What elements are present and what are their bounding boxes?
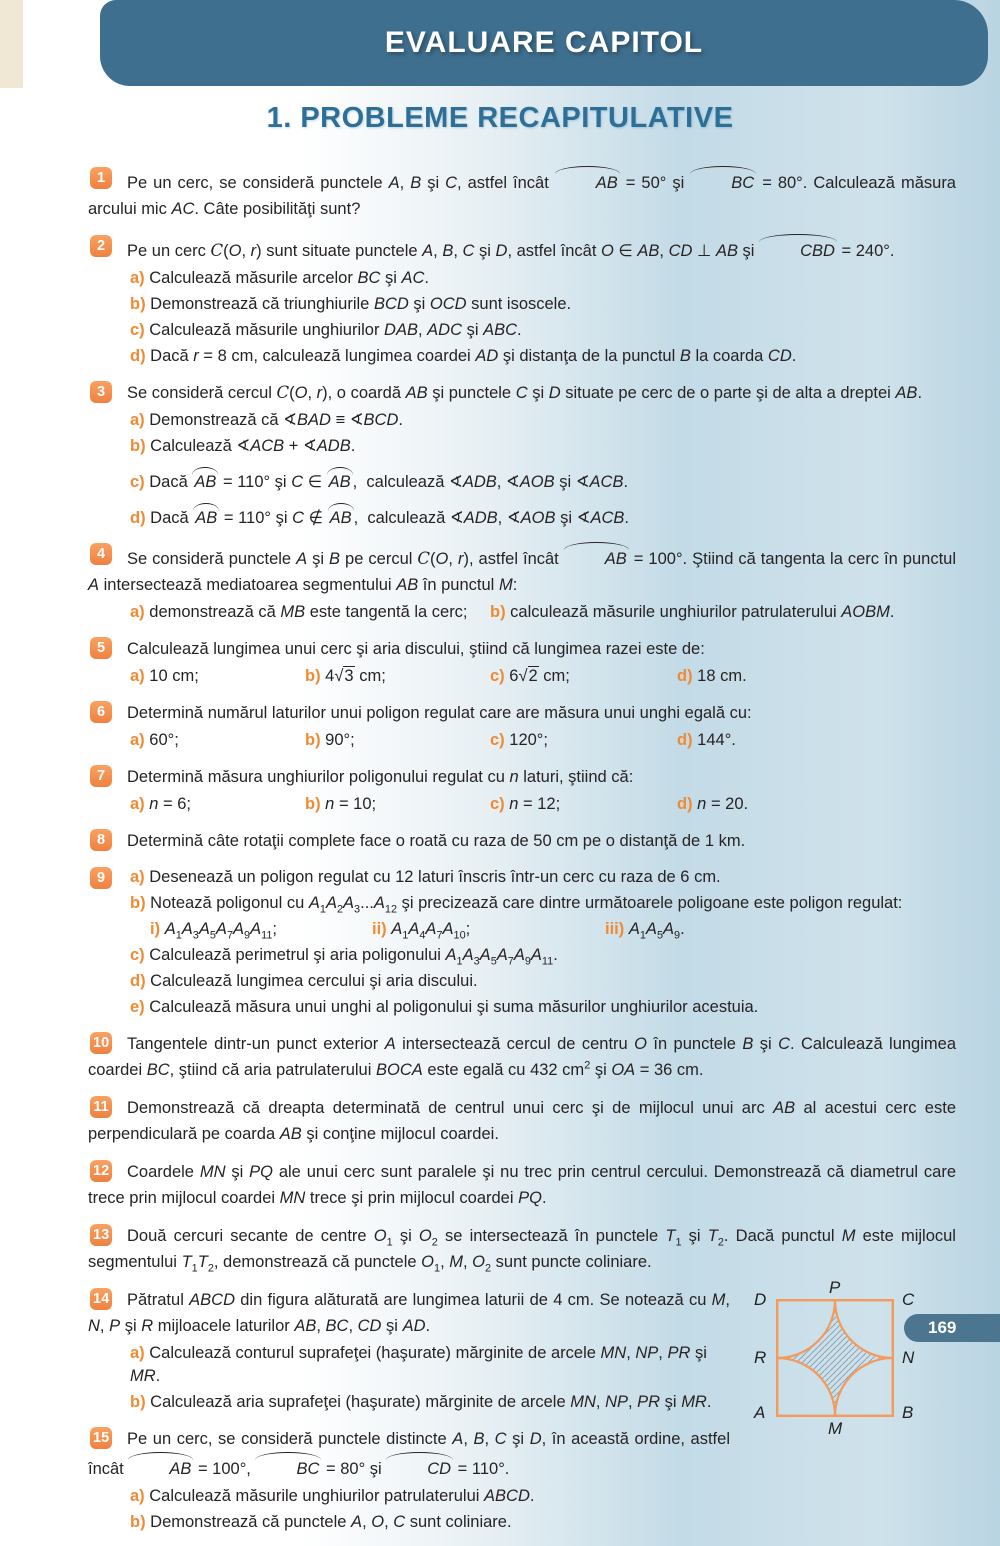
option-text: 144°. xyxy=(697,731,736,749)
option-text: 90°; xyxy=(325,731,355,749)
sub-item-text: Calculează conturul suprafeţei (haşurate) mărginite de arcele MN, NP, PR şi MR. xyxy=(130,1344,707,1385)
sub-item-label: e) xyxy=(130,998,145,1016)
sub-item xyxy=(130,944,956,967)
problem-number-badge: 6 xyxy=(90,701,112,723)
option-label: d) xyxy=(677,731,693,749)
sub-item-text: Calculează lungimea cercului şi aria discului. xyxy=(150,972,478,990)
problem-text: Pătratul ABCD din figura alăturată are lungimea laturii de 4 cm. Se notează cu M, N, P şi R mijloacele laturilor AB, BC, CD şi AD. xyxy=(88,1291,730,1335)
sub-item-text: Calculează perimetrul şi aria poligonului $A_1A_3A_5A_7A_9A_{11}$. xyxy=(149,946,558,968)
sub-item-label: a) xyxy=(130,1344,145,1362)
problem-text: Pe un cerc, se consideră punctele A, B şi C, astfel încât AB = 50° şi BC = 80°. Calculează măsura arcului mic AC. Câte posibilităţi sunt? xyxy=(88,166,956,222)
sub-item-label: b) xyxy=(130,894,146,912)
option-text: 6√2 cm; xyxy=(509,667,570,685)
sub-item-label: d) xyxy=(130,509,146,527)
option-text: n = 12; xyxy=(509,795,561,813)
problem-1 xyxy=(88,166,956,222)
sub-item-text: Demonstrează că punctele A, O, C sunt coliniare. xyxy=(150,1513,512,1531)
sub-item-label: b) xyxy=(130,1513,146,1531)
problem-number-badge: 1 xyxy=(90,167,112,189)
sub-item-text: Demonstrează că triunghiurile BCD şi OCD sunt isoscele. xyxy=(150,295,572,313)
sub-item xyxy=(130,866,956,889)
problem-6 xyxy=(88,700,956,752)
problem-number-badge: 12 xyxy=(90,1160,112,1182)
problem-text: Determină câte rotaţii complete face o roată cu raza de 50 cm pe o distanţă de 1 km. xyxy=(127,832,746,850)
problem-text: Pe un cerc C(O, r) sunt situate punctele A, B, C şi D, astfel încât O ∈ AB, CD ⊥ AB şi CBD = 240°. xyxy=(88,234,956,264)
option-row xyxy=(130,729,956,752)
problem-number-badge: 7 xyxy=(90,765,112,787)
option-text: 10 cm; xyxy=(149,667,199,685)
sub-item-text: Calculează măsura unui unghi al poligonului şi suma măsurilor unghiurilor acestuia. xyxy=(149,998,759,1016)
sub-item xyxy=(130,467,956,494)
option-row xyxy=(130,601,956,624)
option-label: a) xyxy=(130,667,145,685)
sub-item-text: Calculează aria suprafeţei (haşurate) mărginite de arcele MN, NP, PR şi MR. xyxy=(150,1393,712,1411)
problem-text: Se consideră cercul C(O, r), o coardă AB şi punctele C şi D situate pe cerc de o parte şi de alta a dreptei AB. xyxy=(127,383,923,402)
problem-text: Pe un cerc, se consideră punctele distincte A, B, C şi D, în această ordine, astfel încât AB = 100°, BC = 80° şi CD = 110°. xyxy=(88,1426,956,1482)
figure-label-B: B xyxy=(902,1403,914,1422)
problem-text: Calculează lungimea unui cerc şi aria discului, ştiind că lungimea razei este de: xyxy=(127,640,705,658)
sub-item-label: a) xyxy=(130,1487,145,1505)
option-text: demonstrează că MB este tangentă la cerc; xyxy=(149,603,468,621)
sub-item-label: b) xyxy=(130,1393,146,1411)
problem-number-badge: 13 xyxy=(90,1224,112,1246)
problem-text: Coardele MN şi PQ ale unui cerc sunt paralele şi nu trec prin centrul cercului. Demonstrează că diametrul care trece prin mijlocul coardei MN trece şi prin mijlocul coardei PQ. xyxy=(88,1163,956,1207)
problem-number-badge: 8 xyxy=(90,829,112,851)
sub-item xyxy=(130,409,956,432)
problem-11 xyxy=(88,1095,956,1147)
option xyxy=(130,793,305,816)
option-label: i) xyxy=(150,920,161,938)
page-number: 169 xyxy=(928,1318,957,1337)
sub-item-text: Dacă AB = 110° şi C ∉ AB , calculează ∢ADB, ∢AOB şi ∢ACB. xyxy=(150,509,629,527)
sub-item xyxy=(130,1485,956,1508)
problem-number-badge: 14 xyxy=(90,1288,112,1310)
sub-item xyxy=(130,996,956,1019)
problem-number-badge: 9 xyxy=(90,867,112,889)
option xyxy=(372,918,605,941)
sub-item-text: Demonstrează că ∢BAD ≡ ∢BCD. xyxy=(149,411,403,429)
option-label: c) xyxy=(490,795,505,813)
problem-8 xyxy=(88,828,956,854)
option xyxy=(677,729,736,752)
sub-item-label: c) xyxy=(130,321,145,339)
problem-2 xyxy=(88,234,956,368)
option xyxy=(490,793,677,816)
figure-label-M: M xyxy=(828,1419,843,1438)
problem-text: Demonstrează că dreapta determinată de centrul unui cerc şi de mijlocul unui arc AB al acestui cerc este perpendiculară pe coarda AB şi conţine mijlocul coardei. xyxy=(88,1099,956,1143)
sub-item xyxy=(130,345,956,368)
option xyxy=(677,793,748,816)
problem-3 xyxy=(88,380,956,530)
chapter-banner xyxy=(100,0,988,86)
sub-item-label: d) xyxy=(130,347,146,365)
option-label: iii) xyxy=(605,920,625,938)
option-row xyxy=(130,793,956,816)
problem-12 xyxy=(88,1159,956,1211)
option xyxy=(490,665,677,688)
option xyxy=(605,918,685,941)
option xyxy=(130,729,305,752)
sub-item-label: a) xyxy=(130,868,145,886)
cream-stripe xyxy=(0,0,23,88)
problem-number-badge: 5 xyxy=(90,637,112,659)
problem-number-badge: 11 xyxy=(90,1096,112,1118)
problem-number-badge: 4 xyxy=(90,543,112,565)
problem-number-badge: 3 xyxy=(90,381,112,403)
option xyxy=(130,601,490,624)
option-label: d) xyxy=(677,795,693,813)
problem-number-badge: 10 xyxy=(90,1032,112,1054)
option-text: calculează măsurile unghiurilor patrulaterului AOBM. xyxy=(510,603,895,621)
sub-item-label: a) xyxy=(130,269,145,287)
problem-number-badge: 2 xyxy=(90,235,112,257)
sub-item-label: d) xyxy=(130,972,146,990)
option-label: ii) xyxy=(372,920,387,938)
sub-item-label: a) xyxy=(130,411,145,429)
option-label: c) xyxy=(490,667,505,685)
sub-item-label: c) xyxy=(130,473,145,491)
option-text: $A_1A_3A_5A_7A_9A_{11}$; xyxy=(164,920,277,942)
sub-item xyxy=(130,892,956,915)
problem-4 xyxy=(88,542,956,624)
figure-label-A: A xyxy=(754,1403,766,1422)
problem-number-badge: 15 xyxy=(90,1427,112,1449)
sub-item xyxy=(130,267,956,290)
sub-item-text: Calculează ∢ACB + ∢ADB. xyxy=(150,437,356,455)
option-text: $A_1A_4A_7A_{10}$; xyxy=(391,920,471,942)
option-row xyxy=(150,918,956,941)
sub-item xyxy=(130,435,956,458)
sub-item-label: b) xyxy=(130,437,146,455)
option-text: 60°; xyxy=(149,731,179,749)
option-text: n = 6; xyxy=(149,795,192,813)
option xyxy=(677,665,747,688)
option xyxy=(305,729,490,752)
square-astroid-figure xyxy=(746,1278,926,1443)
figure-label-R: R xyxy=(754,1348,767,1367)
page-number-badge xyxy=(904,1314,1000,1342)
option-label: b) xyxy=(305,667,321,685)
problem-9 xyxy=(88,866,956,1019)
sub-item-label: b) xyxy=(130,295,146,313)
chapter-banner-title: EVALUARE CAPITOL xyxy=(384,26,704,59)
page-title: 1. PROBLEME RECAPITULATIVE xyxy=(266,102,734,134)
problem-7 xyxy=(88,764,956,816)
option xyxy=(305,665,490,688)
problem-15 xyxy=(88,1426,956,1534)
sub-item-text: Desenează un poligon regulat cu 12 laturi înscris într-un cerc cu raza de 6 cm. xyxy=(149,868,721,886)
problem-10 xyxy=(88,1031,956,1083)
option-label: b) xyxy=(305,795,321,813)
sub-item xyxy=(130,1511,956,1534)
problem-13 xyxy=(88,1223,956,1275)
problem-text: Se consideră punctele A şi B pe cercul C(O, r), astfel încât AB = 100°. Ştiind că tangenta la cerc în punctul A intersectează mediatoarea segmentului AB în punctul M: xyxy=(88,542,956,598)
option-label: c) xyxy=(490,731,505,749)
option-text: $A_1A_5A_9$. xyxy=(628,920,685,942)
sub-item-text: Notează poligonul cu $A_1A_2A_3...A_{12}$ şi precizează care dintre următoarele poligoane este poligon regulat: xyxy=(150,894,903,916)
sub-item xyxy=(130,503,956,530)
option-text: 18 cm. xyxy=(697,667,747,685)
problem-text: Determină numărul laturilor unui poligon regulat care are măsura unui unghi egală cu: xyxy=(127,704,752,722)
option-label: b) xyxy=(305,731,321,749)
hatched-astroid-region xyxy=(777,1300,893,1416)
option xyxy=(130,665,305,688)
option-text: 4√3 cm; xyxy=(325,667,386,685)
sub-item-text: Calculează măsurile unghiurilor DAB, ADC şi ABC. xyxy=(149,321,522,339)
problem-text: Tangentele dintr-un punct exterior A intersectează cercul de centru O în punctele B şi C. Calculează lungimea coardei BC, ştiind că aria patrulaterului BOCA este egală cu 432 $cm^2$ şi OA = 36 cm. xyxy=(88,1035,957,1079)
option xyxy=(305,793,490,816)
sub-item-text: Calculează măsurile arcelor BC şi AC. xyxy=(149,269,429,287)
sub-item xyxy=(130,319,956,342)
sub-item xyxy=(130,970,956,993)
figure-label-N: N xyxy=(902,1348,915,1367)
option-text: n = 20. xyxy=(697,795,749,813)
option-text: 120°; xyxy=(509,731,548,749)
figure-label-C: C xyxy=(902,1290,915,1309)
option xyxy=(490,601,894,624)
sub-item xyxy=(130,293,956,316)
option-label: b) xyxy=(490,603,506,621)
option-label: d) xyxy=(677,667,693,685)
sub-item-text: Dacă AB = 110° şi C ∈ AB , calculează ∢ADB, ∢AOB şi ∢ACB. xyxy=(149,473,628,491)
option-label: a) xyxy=(130,731,145,749)
option-label: a) xyxy=(130,603,145,621)
option-label: a) xyxy=(130,795,145,813)
sub-item-text: Dacă r = 8 cm, calculează lungimea coardei AD şi distanţa de la punctul B la coarda CD. xyxy=(150,347,797,365)
problems-list xyxy=(88,166,956,1546)
sub-item-text: Calculează măsurile unghiurilor patrulaterului ABCD. xyxy=(149,1487,535,1505)
problem-text: Două cercuri secante de centre $O_1$ şi $O_2$ se intersectează în punctele $T_1$ şi $T_2$. Dacă punctul M este mijlocul segmentului $T_1T_2$, demonstrează că punctele $O_1$, M, $O_2$ sunt puncte coliniare. xyxy=(88,1227,956,1275)
problem-text: Determină măsura unghiurilor poligonului regulat cu n laturi, ştiind că: xyxy=(127,768,634,786)
figure-label-D: D xyxy=(754,1290,767,1309)
option xyxy=(490,729,677,752)
square-astroid-drawing xyxy=(776,1299,894,1417)
option-text: n = 10; xyxy=(325,795,377,813)
figure-label-P: P xyxy=(829,1278,841,1297)
option-row xyxy=(130,665,956,688)
option xyxy=(150,918,372,941)
sub-item-label: c) xyxy=(130,946,145,964)
problem-5 xyxy=(88,636,956,688)
